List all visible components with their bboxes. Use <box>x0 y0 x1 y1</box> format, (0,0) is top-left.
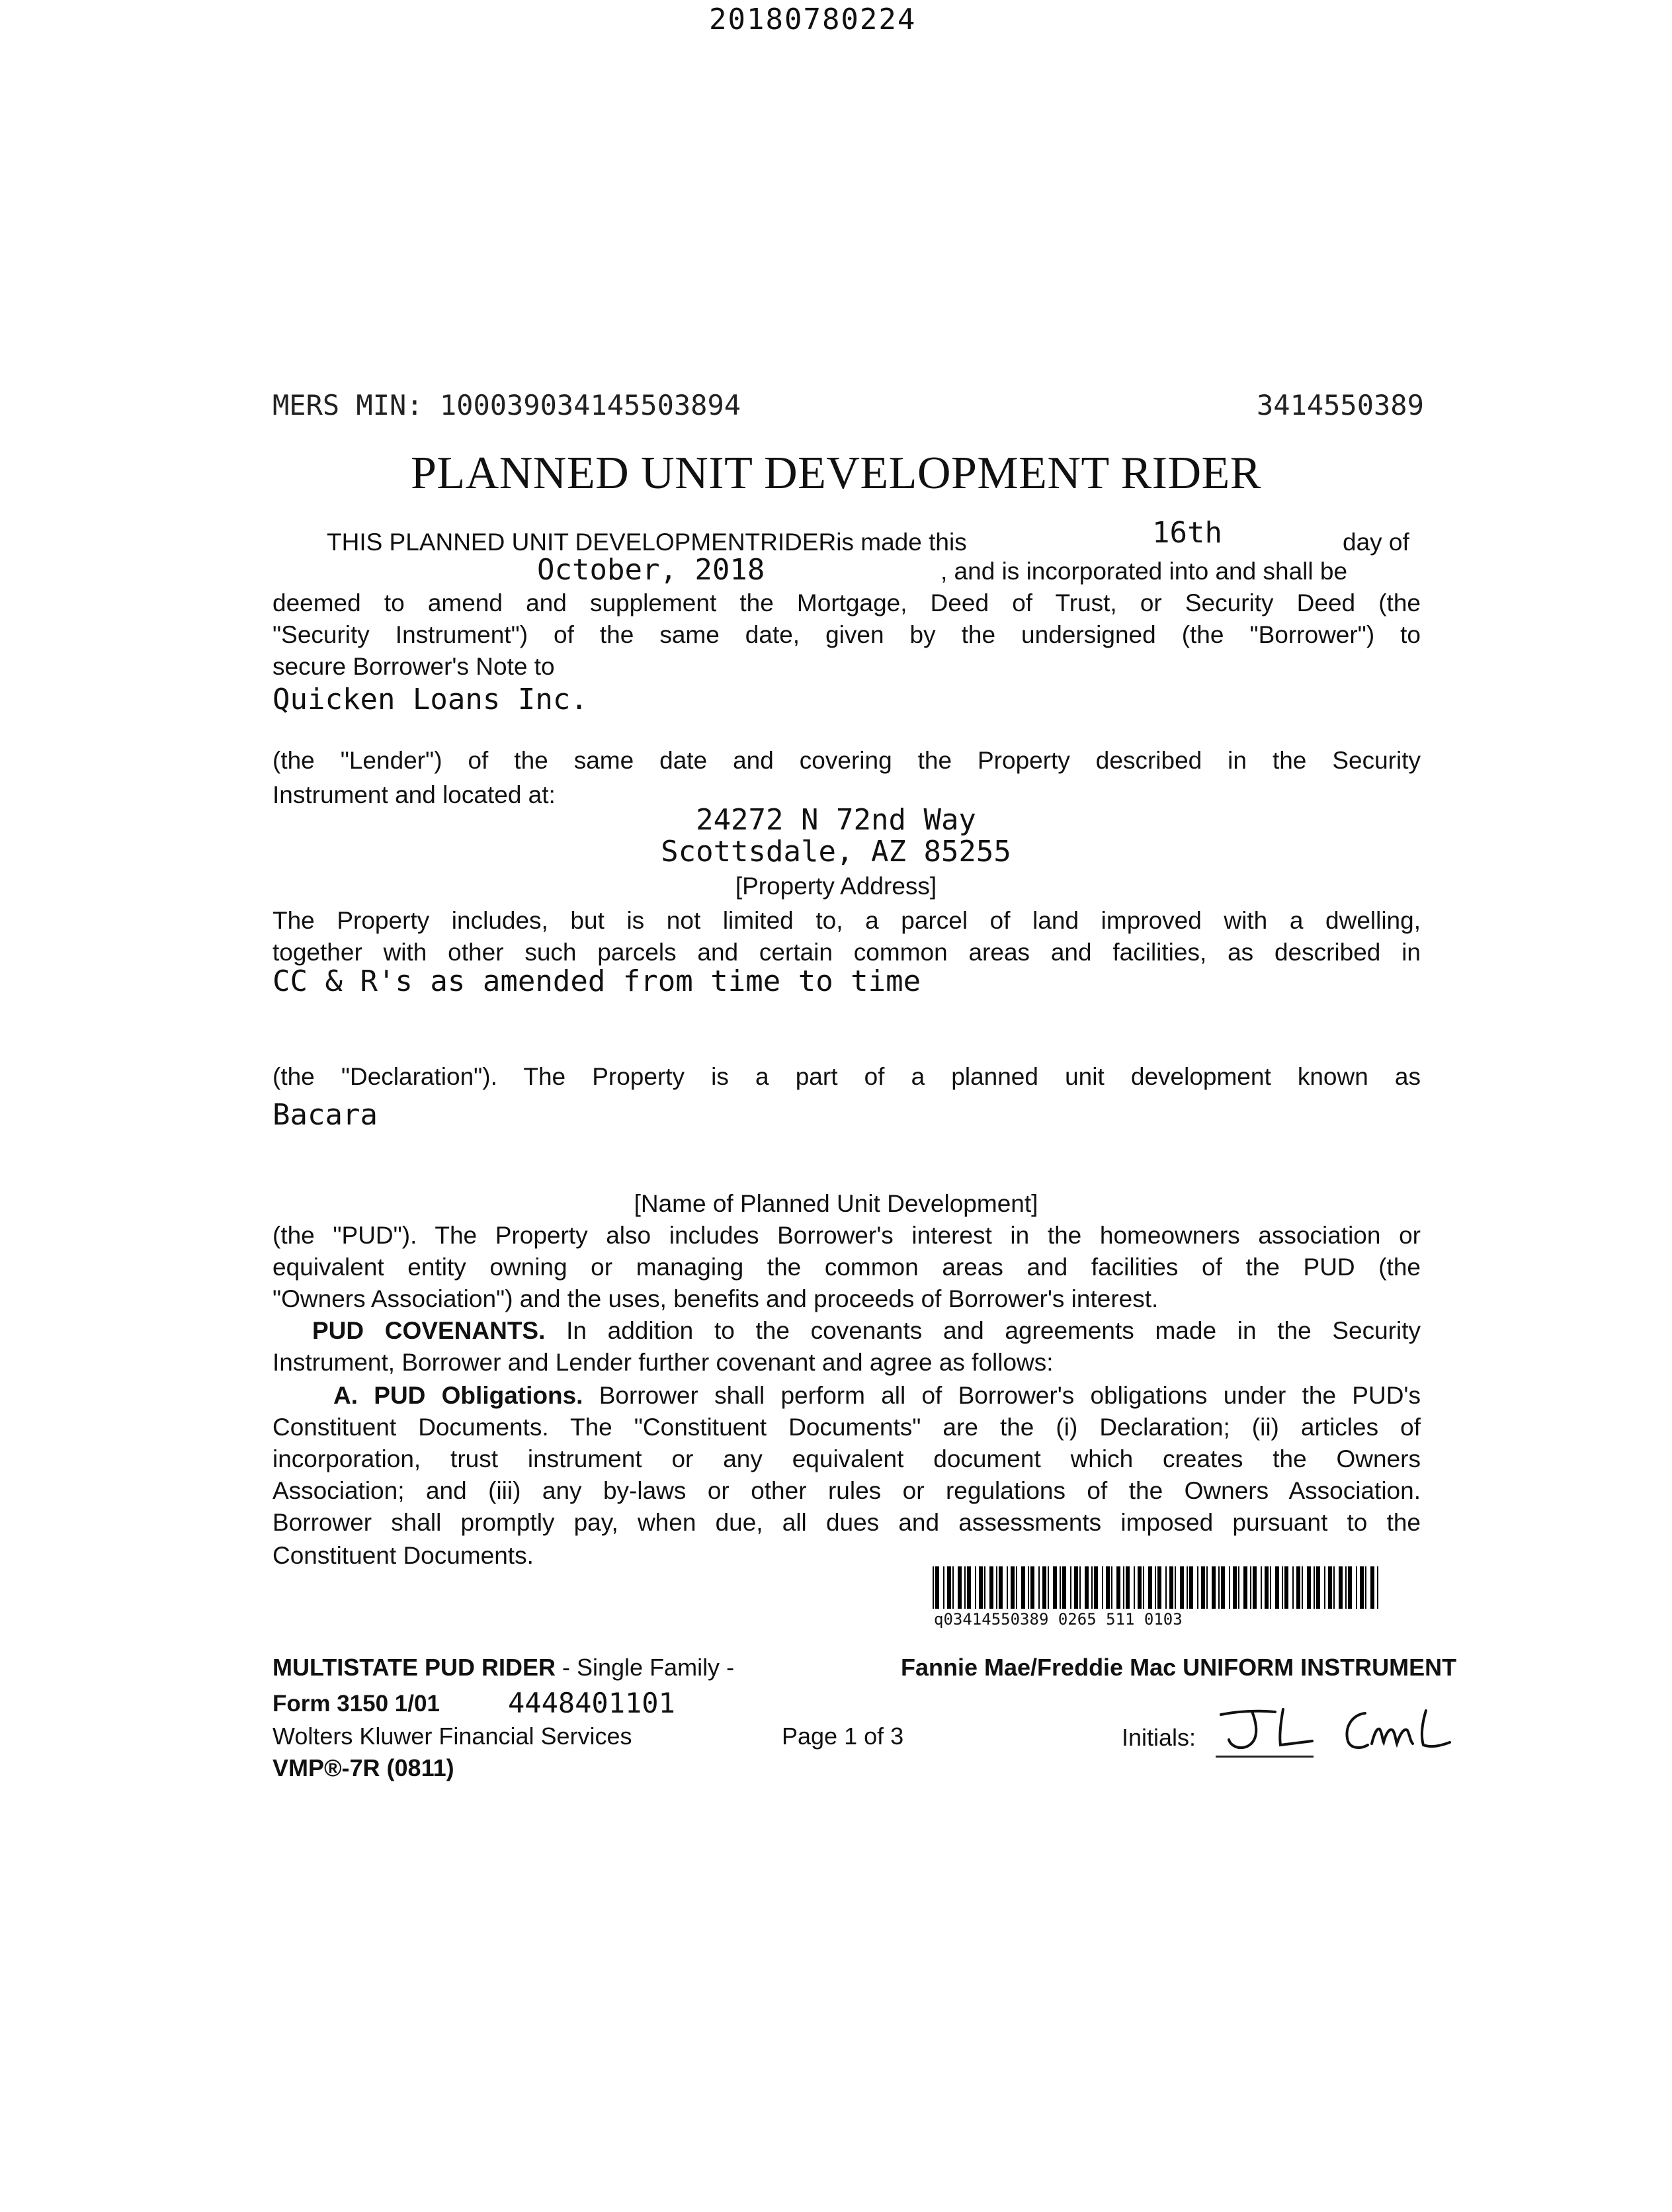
property-line-1: The Property includes, but is not limited to, a parcel of land improved with a dwelling, <box>272 907 1421 934</box>
barcode-bar <box>1157 1566 1161 1609</box>
barcode-bar <box>1292 1566 1294 1609</box>
barcode-bar <box>1243 1566 1247 1609</box>
section-a-line-6: Constituent Documents. <box>272 1542 534 1569</box>
barcode-bar <box>1221 1566 1225 1609</box>
barcode-bar <box>1339 1566 1343 1609</box>
barcode-bar <box>1091 1566 1093 1609</box>
barcode-bar <box>1155 1566 1156 1609</box>
property-address-caption: [Property Address] <box>735 872 937 900</box>
footer-vmp <box>272 1754 454 1782</box>
barcode-bar <box>1148 1566 1152 1609</box>
intro-line-3: deemed to amend and supplement the Mortgage, Deed of Trust, or Security Deed (the <box>272 589 1421 617</box>
footer-doc-code: 4448401101 <box>508 1687 675 1719</box>
barcode-bar <box>1079 1566 1081 1609</box>
barcode-bar <box>1229 1566 1230 1609</box>
mers-min <box>272 389 741 421</box>
barcode-bar <box>1275 1566 1279 1609</box>
barcode-bar <box>1030 1566 1034 1609</box>
barcode-bar <box>1328 1566 1332 1609</box>
barcode-bar <box>1270 1566 1271 1609</box>
barcode-bar <box>1250 1566 1251 1609</box>
barcode-bar <box>1218 1566 1220 1609</box>
pud-line-3: "Owners Association") and the uses, benefits and proceeds of Borrower's interest. <box>272 1285 1159 1312</box>
barcode-bar <box>1053 1566 1057 1609</box>
barcode-bar <box>1165 1566 1167 1609</box>
barcode-bar <box>984 1566 985 1609</box>
barcode-text: q03414550389 0265 511 0103 <box>934 1610 1183 1629</box>
section-a-line-5: Borrower shall promptly pay, when due, all dues and assessments imposed pursuant to the <box>272 1509 1421 1536</box>
pud-name-caption: [Name of Planned Unit Development] <box>634 1190 1038 1217</box>
barcode-bar <box>989 1566 993 1609</box>
barcode-bar <box>1314 1566 1315 1609</box>
loan-number: 3414550389 <box>1257 389 1424 421</box>
barcode-bar <box>1138 1566 1142 1609</box>
barcode-bars <box>931 1566 1381 1609</box>
barcode-bar <box>1060 1566 1061 1609</box>
barcode-bar <box>1116 1566 1120 1609</box>
barcode-bar <box>1038 1566 1040 1609</box>
barcode-bar <box>947 1566 951 1609</box>
barcode-bar <box>1316 1566 1320 1609</box>
rider-day: 16th <box>1152 516 1222 550</box>
barcode-bar <box>1201 1566 1205 1609</box>
intro-line-2: , and is incorporated into and shall be <box>940 558 1348 585</box>
barcode-bar <box>1197 1566 1198 1609</box>
barcode-bar <box>1360 1566 1364 1609</box>
barcode-bar <box>1187 1566 1188 1609</box>
initials-signature-1 <box>1214 1705 1320 1758</box>
barcode-bar <box>1212 1566 1216 1609</box>
barcode-bar <box>1016 1566 1017 1609</box>
barcode-bar <box>1324 1566 1325 1609</box>
barcode-bar <box>1085 1566 1089 1609</box>
section-a-heading: A. PUD Obligations. <box>333 1382 583 1409</box>
barcode-bar <box>1048 1566 1049 1609</box>
intro-day-of: day of <box>1343 529 1409 556</box>
barcode-bar <box>1365 1566 1366 1609</box>
barcode-bar <box>1111 1566 1112 1609</box>
barcode-bar <box>1302 1566 1303 1609</box>
footer-form-number <box>272 1691 440 1717</box>
barcode-bar <box>1377 1566 1378 1609</box>
barcode-bar <box>933 1566 934 1609</box>
barcode-bar <box>935 1566 939 1609</box>
barcode-bar <box>1345 1566 1347 1609</box>
section-a-line-1 <box>333 1380 1421 1412</box>
covenants-line-1 <box>312 1315 1421 1347</box>
barcode-bar <box>1123 1566 1124 1609</box>
barcode-bar <box>1021 1566 1025 1609</box>
barcode-bar <box>996 1566 997 1609</box>
covenants-heading: PUD COVENANTS. <box>312 1317 546 1344</box>
property-line-2: together with other such parcels and certain common areas and facilities, as described in <box>272 939 1421 966</box>
barcode-bar <box>1028 1566 1029 1609</box>
document-title: PLANNED UNIT DEVELOPMENT RIDER <box>411 448 1261 499</box>
footer-publisher: Wolters Kluwer Financial Services <box>272 1723 632 1750</box>
barcode-bar <box>1189 1566 1193 1609</box>
property-city-state-zip: Scottsdale, AZ 85255 <box>661 835 1011 869</box>
footer-uniform-instrument-text: Fannie Mae/Freddie Mac UNIFORM INSTRUMENT <box>901 1654 1457 1681</box>
barcode <box>931 1566 1381 1609</box>
barcode-bar <box>1253 1566 1257 1609</box>
barcode-bar <box>1348 1566 1352 1609</box>
barcode-bar <box>999 1566 1003 1609</box>
barcode-bar <box>1074 1566 1078 1609</box>
barcode-bar <box>1134 1566 1135 1609</box>
property-street: 24272 N 72nd Way <box>696 803 976 837</box>
lender-name: Quicken Loans Inc. <box>272 683 588 716</box>
barcode-bar <box>1333 1566 1335 1609</box>
footer-form-title-mid: - Single Family - <box>562 1654 735 1681</box>
covenants-line-2: Instrument, Borrower and Lender further covenant and agree as follows: <box>272 1349 1054 1376</box>
barcode-bar <box>964 1566 966 1609</box>
barcode-bar <box>1233 1566 1237 1609</box>
barcode-bar <box>1007 1566 1008 1609</box>
barcode-bar <box>1126 1566 1130 1609</box>
barcode-bar <box>952 1566 954 1609</box>
footer-form-title-bold: MULTISTATE PUD RIDER <box>272 1654 556 1681</box>
barcode-bar <box>1175 1566 1176 1609</box>
footer-initials-label: Initials: <box>1122 1724 1196 1751</box>
barcode-bar <box>1282 1566 1283 1609</box>
barcode-bar <box>1062 1566 1066 1609</box>
barcode-bar <box>1070 1566 1071 1609</box>
barcode-bar <box>1296 1566 1300 1609</box>
barcode-bar <box>1238 1566 1239 1609</box>
barcode-bar <box>1102 1566 1103 1609</box>
section-a-line-2: Constituent Documents. The "Constituent Documents" are the (i) Declaration; (ii) articles of <box>272 1414 1421 1441</box>
footer-uniform-instrument <box>901 1654 1456 1681</box>
section-a-line-3: incorporation, trust instrument or any equivalent document which creates the Owners <box>272 1445 1421 1472</box>
barcode-bar <box>1094 1566 1098 1609</box>
footer-form-number-text: Form 3150 1/01 <box>272 1691 440 1717</box>
barcode-bar <box>943 1566 944 1609</box>
covenants-line-1-text: In addition to the covenants and agreements made in the Security <box>566 1317 1421 1344</box>
barcode-bar <box>967 1566 971 1609</box>
barcode-bar <box>1180 1566 1184 1609</box>
mers-min-value: 100039034145503894 <box>439 389 741 421</box>
mers-min-label: MERS MIN: <box>272 389 423 421</box>
intro-line-4: "Security Instrument") of the same date, given by the undersigned (the "Borrower") to <box>272 621 1421 648</box>
initials-signature-2 <box>1339 1704 1458 1757</box>
pud-line-1: (the "PUD"). The Property also includes Borrower's interest in the homeowners association or <box>272 1222 1421 1249</box>
barcode-bar <box>1261 1566 1262 1609</box>
rider-month-year: October, 2018 <box>537 553 765 587</box>
footer-form-title <box>272 1654 734 1681</box>
barcode-bar <box>1370 1566 1374 1609</box>
section-a-line-4: Association; and (iii) any by-laws or other rules or regulations of the Owners Association. <box>272 1477 1421 1504</box>
footer-vmp-text: VMP®-7R (0811) <box>272 1754 454 1781</box>
declaration-name: CC & R's as amended from time to time <box>272 964 921 998</box>
barcode-bar <box>1011 1566 1015 1609</box>
lender-line-2: Instrument and located at: <box>272 781 556 808</box>
barcode-bar <box>1206 1566 1208 1609</box>
barcode-bar <box>1042 1566 1046 1609</box>
recording-number: 20180780224 <box>709 3 917 36</box>
pud-line-2: equivalent entity owning or managing the common areas and facilities of the PUD (the <box>272 1254 1421 1281</box>
barcode-bar <box>1307 1566 1311 1609</box>
barcode-bar <box>1143 1566 1144 1609</box>
barcode-bar <box>1356 1566 1357 1609</box>
intro-line-5: secure Borrower's Note to <box>272 653 555 680</box>
barcode-bar <box>1284 1566 1288 1609</box>
pud-name: Bacara <box>272 1098 378 1132</box>
barcode-bar <box>1106 1566 1110 1609</box>
barcode-bar <box>979 1566 983 1609</box>
barcode-bar <box>1265 1566 1269 1609</box>
section-a-line-1-text: Borrower shall perform all of Borrower's obligations under the PUD's <box>599 1382 1421 1409</box>
intro-line-1-text: THIS PLANNED UNIT DEVELOPMENTRIDERis made this <box>327 529 967 556</box>
footer-page-number: Page 1 of 3 <box>782 1723 904 1750</box>
declaration-line-1: (the "Declaration"). The Property is a part of a planned unit development known as <box>272 1063 1421 1090</box>
barcode-bar <box>958 1566 962 1609</box>
barcode-bar <box>975 1566 976 1609</box>
lender-line-1: (the "Lender") of the same date and covering the Property described in the Security <box>272 747 1421 774</box>
barcode-bar <box>1169 1566 1173 1609</box>
